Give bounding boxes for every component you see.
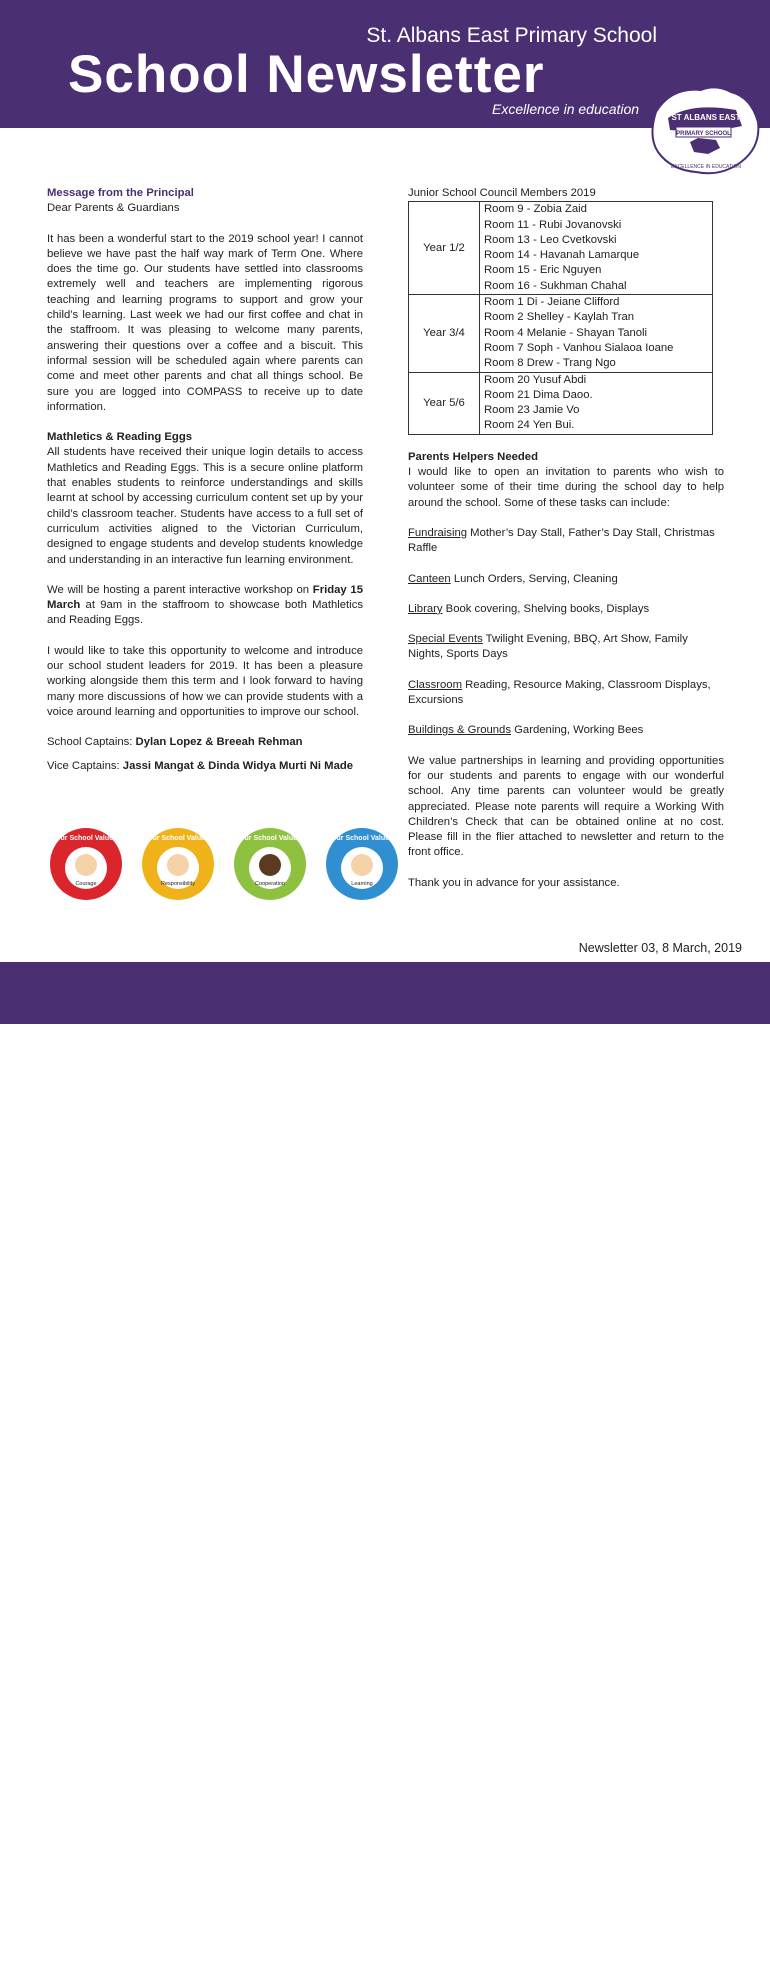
tagline: Excellence in education (492, 101, 640, 117)
badge-arc-text: Our School Values (147, 835, 209, 842)
twitter-icon (542, 1958, 562, 1975)
value-badge (326, 828, 398, 900)
mathletics-heading: Mathletics & Reading Eggs (47, 431, 193, 444)
child-face-icon (351, 854, 373, 876)
helper-task-label: Buildings & Grounds (408, 724, 511, 737)
helper-task-text: Twilight Evening, BBQ, Art Show, Family Nights, Sports Days (408, 633, 688, 661)
helper-task (408, 572, 724, 587)
council-member: Room 13 - Leo Cvetkovski (484, 233, 617, 246)
value-badge (50, 828, 122, 900)
value-badge (142, 828, 214, 900)
contact-details: T: 9366 2071 F: 9366 4237 E: st.albans.east.ps@edumail.vic.gov.au W:saeps.vic.edu.au (190, 1937, 754, 1953)
council-member: Room 16 - Sukhman Chahal (484, 279, 627, 292)
council-year: Year 5/6 (409, 372, 480, 434)
council-member: Room 2 Shelley - Kaylah Tran (484, 311, 635, 324)
helper-task-text: Lunch Orders, Serving, Cleaning (450, 572, 618, 585)
school-captains: School Captains: Dylan Lopez & Breeah Rehman (47, 736, 303, 749)
twitter-link[interactable]: twitter.com/StAlbansEastPS (542, 1958, 745, 1976)
badge-arc-text: Our School Values (55, 835, 117, 842)
mathletics-paragraph: All students have received their unique login details to access Mathletics and Reading Eggs. This is a secure online platform that enables students to reinforce understandings and skills learnt at school by accessing curriculum content set up by your child’s classroom teacher. Students have access to a full set of curriculum activities aligned to the Victorian Curriculum, designed to engage students and develop students knowledge and understanding in an interactive fun learning environment. (47, 446, 363, 566)
council-year: Year 3/4 (409, 295, 480, 372)
helper-task-text: Reading, Resource Making, Classroom Displays, Excursions (408, 678, 711, 707)
logo-text-mid: PRIMARY SCHOOL (676, 131, 731, 137)
council-member: Room 4 Melanie - Shayan Tanoli (484, 326, 648, 339)
helper-task-text: Mother’s Day Stall, Father’s Day Stall, Christmas Raffle (408, 526, 715, 555)
greeting: Dear Parents & Guardians (47, 202, 180, 215)
helpers-intro: I would like to open an invitation to parents who wish to volunteer some of their time during the school day to help around the school. Some of these tasks can include: (408, 466, 724, 509)
council-member: Room 7 Soph - Vanhou Sialaoa Ioane (484, 341, 674, 354)
value-badge (234, 828, 306, 900)
vice-captains: Vice Captains: Jassi Mangat & Dinda Widya Murti Ni Made (47, 759, 354, 772)
council-helpers-column (408, 186, 724, 891)
badge-label: Learning (351, 881, 373, 887)
helper-task-label: Classroom (408, 678, 462, 691)
phone: 9366 2071 (201, 1937, 278, 1953)
council-rooms (480, 202, 713, 295)
helper-task (408, 723, 724, 738)
helper-task-text: Gardening, Working Bees (511, 724, 644, 737)
council-member: Room 1 Di - Jeiane Clifford (484, 296, 620, 309)
helper-task (408, 526, 724, 557)
council-row (409, 202, 713, 295)
fax: 9366 4237 (290, 1937, 367, 1953)
badge-label: Responsibility (161, 881, 195, 887)
logo-text-bottom: EXCELLENCE IN EDUCATION (671, 164, 741, 170)
logo-text-top: ST ALBANS EAST (671, 113, 741, 122)
council-member: Room 15 - Eric Nguyen (484, 264, 602, 277)
school-logo (646, 82, 764, 182)
badge-arc-text: Our School Values (331, 835, 393, 842)
workshop-date: Friday 15 March (47, 583, 364, 612)
helper-task-label: Library (408, 602, 443, 615)
helper-task-label: Canteen (408, 572, 451, 585)
email-link[interactable]: st.albans.east.ps@edumail.vic.gov.au (380, 1937, 628, 1953)
council-title: Junior School Council Members 2019 (408, 187, 596, 199)
council-member: Room 23 Jamie Vo (484, 404, 580, 417)
principal-heading: Message from the Principal (47, 187, 194, 199)
school-name: St. Albans East Primary School (366, 24, 657, 47)
council-row (409, 372, 713, 434)
helpers-closing: We value partnerships in learning and providing opportunities for our students and parents to engage with our wonderful school. Any time parents can volunteer would be greatly appreciated. Please note parents will require a Working With Children’s Check that can be obtained online at no cost. Please fill in the flier attached to newsletter and return to the front office. (408, 754, 724, 859)
helpers-thanks: Thank you in advance for your assistance. (408, 876, 620, 889)
council-member: Room 8 Drew - Trang Ngo (484, 357, 616, 370)
child-face-icon (259, 854, 281, 876)
helper-task-label: Fundraising (408, 526, 468, 539)
principal-column (47, 186, 363, 774)
council-rooms (480, 372, 713, 434)
council-member: Room 21 Dima Daoo. (484, 388, 593, 401)
website-link[interactable]: saeps.vic.edu.au (645, 1937, 754, 1953)
helper-task (408, 678, 724, 709)
council-table (408, 201, 713, 434)
council-member: Room 14 - Havanah Lamarque (484, 249, 640, 262)
council-rooms (480, 295, 713, 372)
council-row (409, 295, 713, 372)
newsletter-title: School Newsletter (68, 45, 545, 104)
leaders-paragraph: I would like to take this opportunity to welcome and introduce our school student leaders for 2019. It has been a pleasure working alongside them this term and I look forward to having many more discussions of how we can provide students with a voice around learning and opportunities to improve our school. (47, 644, 363, 718)
badge-label: Cooperation (255, 881, 285, 887)
badge-arc-text: Our School Values (239, 835, 301, 842)
badge-label: Courage (75, 881, 97, 887)
council-member: Room 20 Yusuf Abdi (484, 373, 587, 386)
footer-bar (0, 962, 770, 1976)
workshop-paragraph: We will be hosting a parent interactive workshop on Friday 15 March at 9am in the staffroom to showcase both Mathletics and Reading Eggs. (47, 583, 364, 627)
helper-task (408, 602, 724, 617)
helpers-heading: Parents Helpers Needed (408, 450, 538, 463)
helper-task-label: Special Events (408, 633, 483, 646)
council-member: Room 24 Yen Bui. (484, 419, 575, 432)
council-year: Year 1/2 (409, 202, 480, 295)
principal-paragraph-1: It has been a wonderful start to the 2019 school year! I cannot believe we have past the half way mark of Term One. Where does the time go. Our students have settled into classrooms extremely well and teachers are implementing rigorous teaching and learning programs to support and grow your child’s learning. Last week we had our first coffee and chat in the staffroom. It was pleasing to welcome many parents, answering their questions over a coffee and a biscuit. This informal session will be scheduled again where parents can come and meet other parents and chat all things school. Be sure you are logged into COMPASS to receive up to date information. (47, 232, 363, 413)
council-member: Room 11 - Rubi Jovanovski (484, 218, 622, 231)
child-face-icon (167, 854, 189, 876)
helper-task-text: Book covering, Shelving books, Displays (442, 602, 650, 615)
helper-task (408, 632, 724, 663)
school-values-badges (49, 826, 393, 906)
newsletter-number: Newsletter 03, 8 March, 2019 (578, 941, 742, 955)
child-face-icon (75, 854, 97, 876)
council-member: Room 9 - Zobia Zaid (484, 203, 587, 216)
